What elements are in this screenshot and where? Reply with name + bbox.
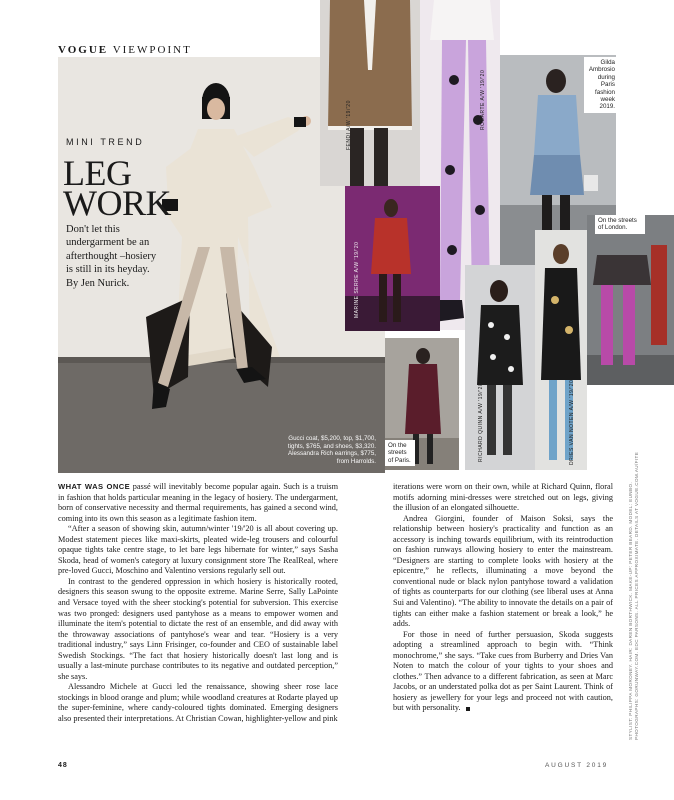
caption-gilda: Gilda Ambrosio during Paris fashion week 2019. (584, 57, 618, 113)
paragraph-2: “After a season of showing skin, autumn/winter '19/'20 is all about covering up. Modest statement pieces like maxi-skirts, pleated wide-leg trousers and colourful opaque tights take centre stage, to let bare legs hibernate for winter,” says Sasha Skoda, head of women's category at luxury consignment store The RealReal, where pre-loved Gucci, Moschino and Valentino versions regularly sell out. (58, 524, 338, 576)
caption-london: On the streets of London. (595, 215, 645, 234)
credit-dries-van-noten: DRIES VAN NOTEN A/W '19/'20 (569, 379, 575, 465)
article-column-left (58, 482, 338, 725)
article-column-right (393, 482, 613, 714)
page-number: 48 (58, 762, 68, 769)
masthead (58, 44, 192, 56)
lead-in: WHAT WAS ONCE (58, 482, 131, 491)
credit-richard-quinn: RICHARD QUINN A/W '19/'20 (478, 382, 484, 462)
photo-richard-quinn (465, 265, 535, 470)
side-credits: STYLIST: PHILIPPA MORONEY. HAIR: DAREN BORTHWICK. MAKE-UP: PETER BEARD. MODEL: EUNBO. PHOTOGRAPHS: GORUNWAY.COM. EDC PARSONS. ALL PRICES APPROXIMATE. DETAILS AT VOGUE.COM.AU/FITE (628, 451, 639, 740)
title-line-1: LEG (63, 153, 132, 193)
photo-dries-van-noten (535, 230, 587, 470)
issue-date: AUGUST 2019 (545, 762, 609, 769)
end-mark (466, 707, 470, 711)
kicker: MINI TREND (66, 137, 145, 147)
photo-fendi (320, 0, 420, 186)
credit-rodarte: RODARTE A/W '19/'20 (480, 69, 486, 130)
main-photo-caption: Gucci coat, $5,200, top, $1,700, tights, $765, and shoes, $3,320. Alessandra Rich earrings, $775, from Harrolds. (287, 435, 376, 465)
paragraph-7: For those in need of further persuasion, Skoda suggests adopting a streamlined approach to begin with. “Think monochrome,” she says. “Take cues from Burberry and Dries Van Noten to match the colour of your tights to your shoes and clothes.” Then advance to a different fabrication, as seen at Marc Jacobs, or an understated polka dot as per Saint Laurent. Think of hosiery as jewellery for your legs and proceed not with caution, but with personality. (393, 629, 613, 713)
paragraph-3: In contrast to the gendered oppression in which hosiery is historically rooted, designers this season swung to the opposite extreme. Marine Serre, Sally LaPointe and Versace toyed with the sheer stocking's potential for subversion. This exercise was two pronged: designers used pantyhose as a means to empower women and illuminate the item's potential to dictate the rest of an ensemble, and did away with the throwaway associations of pantyhose's wear and tear. “Hosiery is a very traditional industry,” says Linn Frisinger, co-founder and CEO of sustainable label Swedish Stockings. “The fact that hosiery historically doesn't last long and is usually a last-minute purchase contributes to its negative and outdated perception,” she says. (58, 576, 338, 681)
paragraph-4: Alessandro Michele at Gucci led the renaissance, showing sheer rose lace stockings in blood orange and plum; while woodland creatures at Rodarte played up the super-feminine, where candy-coloured tights dominated. Emerging designers also presented their interpretations. At Christian Cowan, highlighter-yellow and pink (58, 682, 338, 724)
paragraph-5: iterations were worn on their own, while at Richard Quinn, floral motifs adorning mini-dresses were stretched out on legs, giving the illusion of an elongated silhouette. (393, 482, 613, 513)
masthead-section: VIEWPOINT (112, 44, 192, 56)
masthead-brand: VOGUE (58, 44, 109, 56)
title-line-2: WORK (63, 183, 171, 223)
caption-paris: On the streets of Paris. (385, 440, 415, 466)
credit-fendi: FENDI A/W '19/'20 (346, 100, 352, 150)
feature-title (63, 153, 171, 223)
photo-london-street (587, 215, 674, 385)
dek: Don't let this undergarment be an afterthought –hosiery is still in its heyday. By Jen Nurick. (66, 224, 157, 289)
credit-marine-serre: MARINE SERRE A/W '19/'20 (354, 241, 360, 318)
paragraph-1: WHAT WAS ONCE passé will inevitably become popular again. Such is a truism in fashion that holds particular meaning in the legacy of hosiery. The undergarment, born of conservative necessity and thermal requirements, has gained a second wind, coming into its own this season as a legitimate fashion item. (58, 482, 338, 523)
paragraph-6: Andrea Giorgini, founder of Maison Soksi, says the relationship between hosiery's practicality and function as an accessory is inching towards equilibrium, with its reintroduction on fashion runways allowing hosiery to enter the mainstream. “Designers are starting to complete looks with hosiery at the epicentre,” he reflects, illuminating a move beyond the conventional nude or black nylon pantyhose toward a validation of tights as counterparts for our clothing (see liberal uses at Anna Sui and Valentino). “The ability to innovate the details on a pair of tights can either make a fashion statement or break a look,” he adds. (393, 513, 613, 629)
